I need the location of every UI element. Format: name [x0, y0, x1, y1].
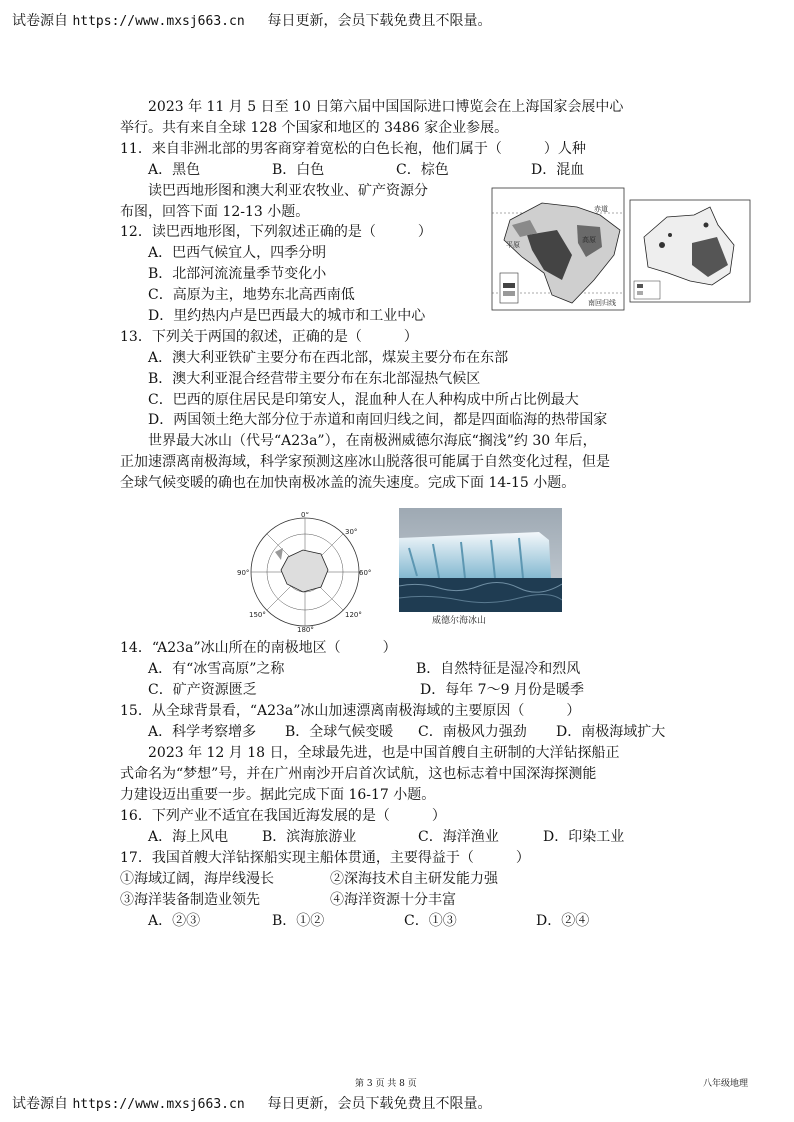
header-notice: 每日更新，会员下载免费且不限量。	[267, 13, 492, 29]
q17-option-c[interactable]: C．①③	[404, 913, 457, 929]
intro3-line3: 全球气候变暖的确也在加快南极冰盖的流失速度。完成下面 14-15 小题。	[120, 475, 576, 491]
intro4-line1: 2023 年 12 月 18 日，全球最先进，也是中国首艘自主研制的大洋钻探船正	[148, 745, 620, 761]
q16-option-b[interactable]: B．滨海旅游业	[262, 829, 357, 845]
q14-option-c[interactable]: C．矿产资源匮乏	[148, 682, 257, 698]
page-header	[12, 10, 492, 30]
q11-option-b[interactable]: B．白色	[272, 162, 325, 178]
polar-label-120: 120°	[345, 611, 362, 619]
polar-label-0: 0°	[301, 512, 309, 519]
polar-label-30: 30°	[345, 528, 358, 536]
q13-option-a[interactable]: A．澳大利亚铁矿主要分布在西北部，煤炭主要分布在东部	[148, 350, 509, 366]
grade-subject: 八年级地理	[703, 1079, 749, 1089]
brazil-terrain-map	[482, 185, 754, 315]
q16-option-d[interactable]: D．印染工业	[543, 829, 625, 845]
page-number: 第 3 页 共 8 页	[355, 1079, 417, 1089]
header-url[interactable]: https://www.mxsj663.cn	[72, 14, 245, 29]
brazil-australia-maps-figure	[482, 185, 754, 315]
q15-option-b[interactable]: B．全球气候变暖	[285, 724, 394, 740]
antarctic-polar-map	[233, 512, 373, 632]
polar-label-90: 90°	[237, 569, 250, 577]
q12-option-d[interactable]: D．里约热内卢是巴西最大的城市和工业中心	[148, 308, 426, 324]
intro1-line2: 举行。共有来自全球 128 个国家和地区的 3486 家企业参展。	[120, 120, 509, 136]
q12-stem: 12．读巴西地形图，下列叙述正确的是（ ）	[120, 224, 432, 240]
q15-option-c[interactable]: C．南极风力强劲	[418, 724, 527, 740]
q17-item-4: ④海洋资源十分丰富	[330, 892, 456, 908]
q11-option-a[interactable]: A．黑色	[148, 162, 201, 178]
q12-option-b[interactable]: B．北部河流流量季节变化小	[148, 266, 327, 282]
q12-option-c[interactable]: C．高原为主，地势东北高西南低	[148, 287, 355, 303]
q13-option-b[interactable]: B．澳大利亚混合经营带主要分布在东北部湿热气候区	[148, 371, 481, 387]
q11-option-c[interactable]: C．棕色	[396, 162, 449, 178]
q14-option-a[interactable]: A．有“冰雪高原”之称	[148, 661, 285, 677]
intro3-line2: 正加速漂离南极海域，科学家预测这座冰山脱落很可能属于自然变化过程，但是	[120, 454, 610, 470]
q13-option-c[interactable]: C．巴西的原住居民是印第安人，混血种人在人种构成中所占比例最大	[148, 392, 579, 408]
q11-stem: 11．来自非洲北部的男客商穿着宽松的白色长袍，他们属于（ ）人种	[120, 141, 586, 157]
polar-label-60: 60°	[359, 569, 372, 577]
q14-stem: 14．“A23a”冰山所在的南极地区（ ）	[120, 640, 397, 656]
q13-stem: 13．下列关于两国的叙述，正确的是（ ）	[120, 329, 418, 345]
intro1-line1: 2023 年 11 月 5 日至 10 日第六届中国国际进口博览会在上海国家会展中心	[148, 99, 624, 115]
q17-stem: 17．我国首艘大洋钻探船实现主船体贯通，主要得益于（ ）	[120, 850, 530, 866]
map-label-equator: 赤道	[594, 205, 608, 213]
q11-option-d[interactable]: D．混血	[531, 162, 585, 178]
q17-item-3: ③海洋装备制造业领先	[120, 892, 260, 908]
q16-option-a[interactable]: A．海上风电	[148, 829, 229, 845]
q17-option-d[interactable]: D．②④	[536, 913, 590, 929]
polar-label-150: 150°	[249, 611, 266, 619]
footer-source-label: 试卷源自	[12, 1096, 68, 1112]
map-label-plain: 平原	[506, 241, 520, 249]
header-source-label: 试卷源自	[12, 13, 68, 29]
intro4-line2: 式命名为“梦想”号，并在广州南沙开启首次试航，这也标志着中国深海探测能	[120, 766, 597, 782]
polar-label-180: 180°	[297, 626, 314, 632]
photo-caption: 威德尔海冰山	[432, 616, 487, 626]
map-label-plateau: 高原	[582, 236, 596, 244]
q17-item-2: ②深海技术自主研发能力强	[330, 871, 498, 887]
q16-option-c[interactable]: C．海洋渔业	[418, 829, 499, 845]
iceberg-photo	[399, 508, 562, 612]
q17-option-b[interactable]: B．①②	[272, 913, 325, 929]
page-footer	[12, 1093, 492, 1113]
q14-option-d[interactable]: D．每年 7～9 月份是暖季	[420, 682, 584, 698]
q15-option-a[interactable]: A．科学考察增多	[148, 724, 257, 740]
footer-url[interactable]: https://www.mxsj663.cn	[72, 1097, 245, 1112]
q17-option-a[interactable]: A．②③	[148, 913, 201, 929]
intro4-line3: 力建设迈出重要一步。据此完成下面 16-17 小题。	[120, 787, 436, 803]
australia-resources-map	[630, 200, 750, 302]
intro2-line2: 布图，回答下面 12-13 小题。	[120, 204, 310, 220]
footer-notice: 每日更新，会员下载免费且不限量。	[267, 1096, 492, 1112]
q17-item-1: ①海域辽阔，海岸线漫长	[120, 871, 274, 887]
q12-option-a[interactable]: A．巴西气候宜人，四季分明	[148, 245, 327, 261]
q16-stem: 16．下列产业不适宜在我国近海发展的是（ ）	[120, 808, 446, 824]
map-label-tropic: 南回归线	[588, 299, 616, 307]
q14-option-b[interactable]: B．自然特征是湿冷和烈风	[416, 661, 581, 677]
intro3-line1: 世界最大冰山（代号“A23a”），在南极洲威德尔海底“搁浅”约 30 年后，	[148, 433, 597, 449]
q13-option-d[interactable]: D．两国领土绝大部分位于赤道和南回归线之间，都是四面临海的热带国家	[148, 412, 608, 428]
intro2-line1: 读巴西地形图和澳大利亚农牧业、矿产资源分	[148, 183, 428, 199]
q15-option-d[interactable]: D．南极海域扩大	[556, 724, 666, 740]
q15-stem: 15．从全球背景看，“A23a”冰山加速漂离南极海域的主要原因（ ）	[120, 703, 581, 719]
